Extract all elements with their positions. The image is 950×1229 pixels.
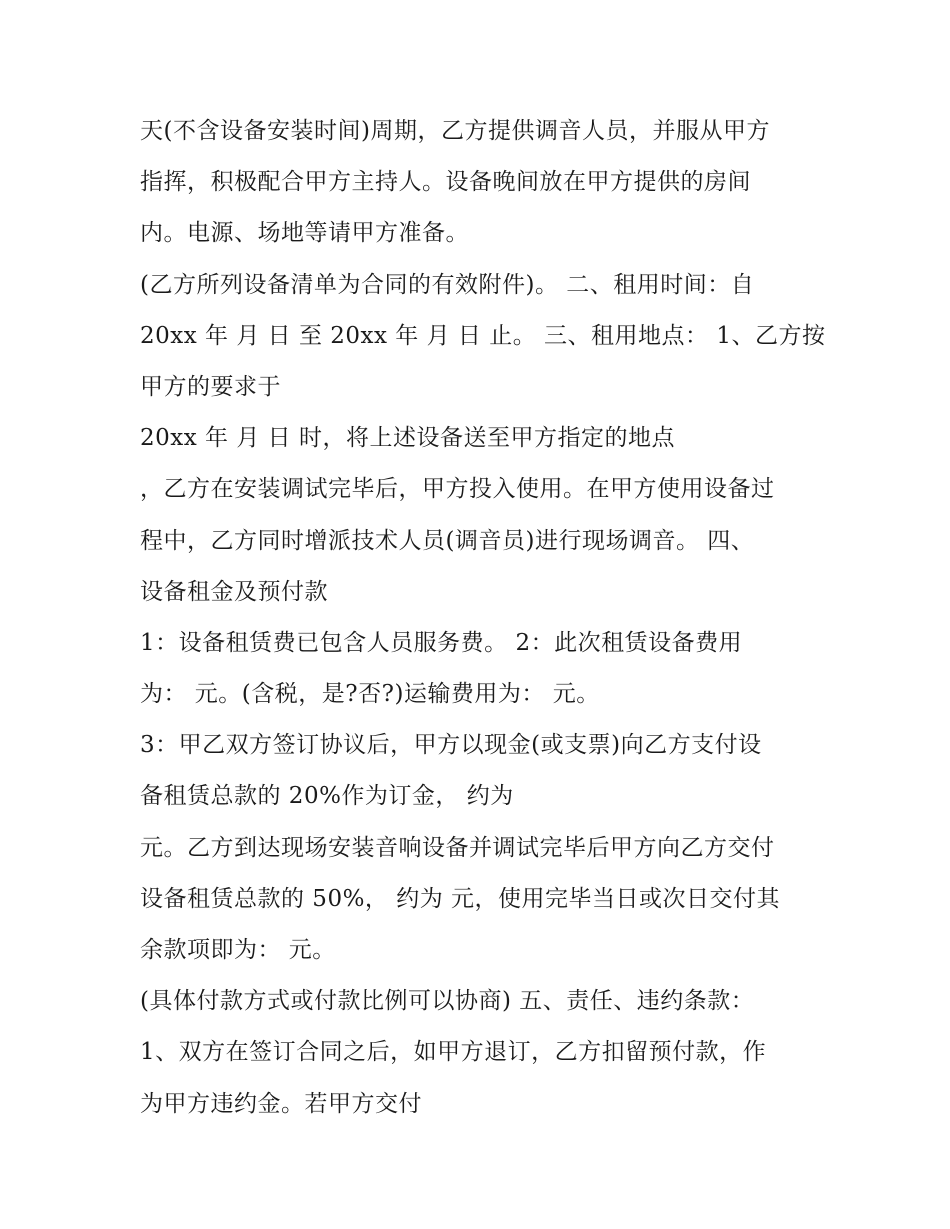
text-line-19: 1、双方在签订合同之后，如甲方退订，乙方扣留预付款，作 (140, 1039, 767, 1066)
text-line-5: 20xx 年 月 日 至 20xx 年 月 日 止。 三、租用地点： 1、乙方按 (140, 322, 826, 349)
text-line-14: 备租赁总款的 20%作为订金， 约为 (140, 783, 514, 810)
text-line-16: 设备租赁总款的 50%， 约为 元，使用完毕当日或次日交付其 (140, 885, 781, 912)
text-line-3: 内。电源、场地等请甲方准备。 (140, 220, 469, 247)
text-line-17: 余款项即为： 元。 (140, 937, 336, 963)
text-line-4: (乙方所列设备清单为合同的有效附件)。 二、租用时间：自 (140, 271, 755, 298)
text-line-18: (具体付款方式或付款比例可以协商) 五、责任、违约条款： (140, 988, 755, 1015)
text-line-12: 为： 元。(含税，是?否?)运输费用为： 元。 (140, 681, 600, 708)
text-line-2: 指挥，积极配合甲方主持人。设备晚间放在甲方提供的房间 (140, 169, 751, 196)
text-line-10: 设备租金及预付款 (140, 578, 328, 605)
text-line-1: 天(不含设备安装时间)周期，乙方提供调音人员，并服从甲方 (140, 118, 770, 144)
text-line-6: 甲方的要求于 (140, 373, 281, 400)
text-line-8: ，乙方在安装调试完毕后，甲方投入使用。在甲方使用设备过 (140, 476, 775, 503)
text-line-13: 3：甲乙双方签订协议后，甲方以现金(或支票)向乙方支付设 (140, 732, 762, 759)
text-line-20: 为甲方违约金。若甲方交付 (140, 1090, 422, 1117)
text-line-9: 程中，乙方同时增派技术人员(调音员)进行现场调音。 四、 (140, 527, 755, 554)
text-line-7: 20xx 年 月 日 时，将上述设备送至甲方指定的地点 (140, 425, 675, 452)
text-line-11: 1：设备租赁费已包含人员服务费。 2：此次租赁设备费用 (140, 629, 743, 656)
text-line-15: 元。乙方到达现场安装音响设备并调试完毕后甲方向乙方交付 (140, 834, 775, 861)
document-body (140, 106, 840, 1130)
